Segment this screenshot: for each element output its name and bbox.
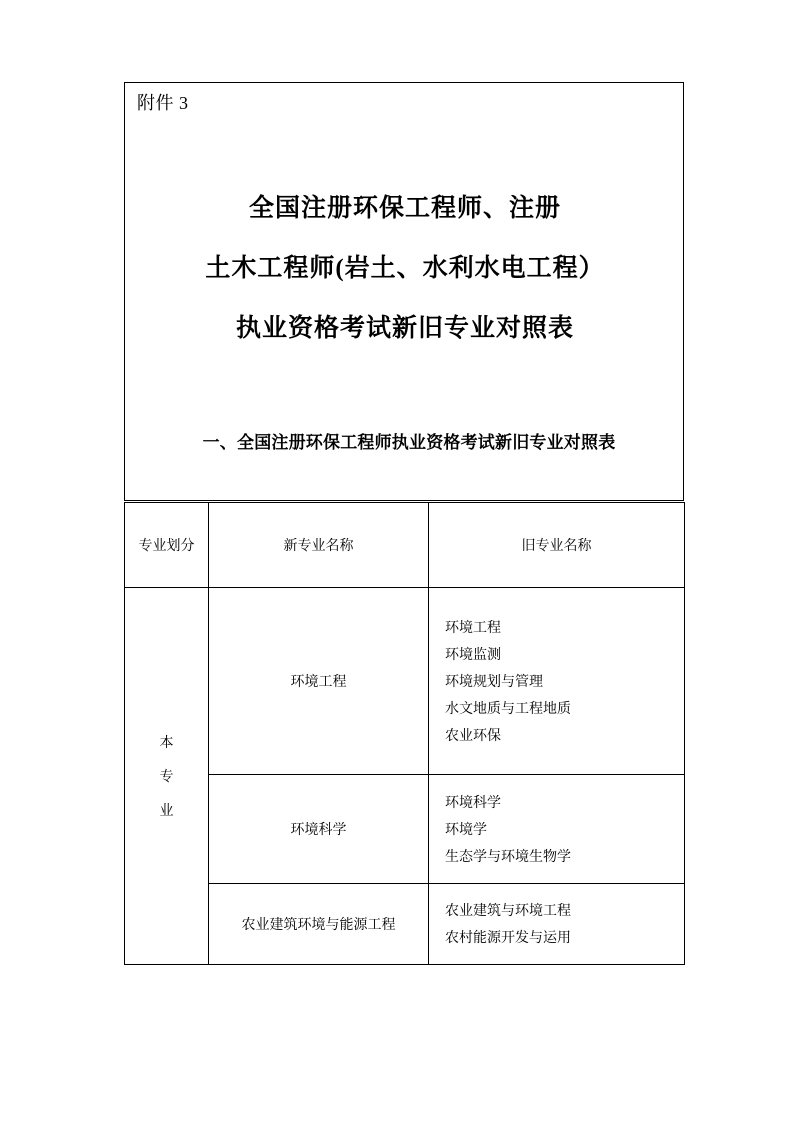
old-major-list xyxy=(429,887,684,961)
table-row xyxy=(125,588,685,775)
major-comparison-table xyxy=(124,502,685,965)
header-old-major: 旧专业名称 xyxy=(429,503,685,588)
attachment-label: 附件 3 xyxy=(137,93,189,113)
list-item: 农业环保 xyxy=(445,726,501,743)
list-item: 生态学与环境生物学 xyxy=(445,847,571,864)
section-heading: 一、全国注册环保工程师执业资格考试新旧专业对照表 xyxy=(202,433,616,452)
header-new-major: 新专业名称 xyxy=(209,503,429,588)
table-row xyxy=(125,775,685,884)
new-major-cell: 农业建筑环境与能源工程 xyxy=(209,884,429,965)
old-major-cell xyxy=(429,588,685,775)
list-item: 环境工程 xyxy=(445,618,501,635)
table-header-row xyxy=(125,503,685,588)
list-item: 水文地质与工程地质 xyxy=(445,699,571,716)
list-item: 农业建筑与环境工程 xyxy=(445,902,571,918)
document-title-line-2: 土木工程师(岩土、水利水电工程） xyxy=(205,255,605,282)
list-item: 环境学 xyxy=(445,820,487,837)
list-item: 环境规划与管理 xyxy=(445,672,543,689)
list-item: 环境科学 xyxy=(445,793,501,810)
list-item: 环境监测 xyxy=(445,645,501,662)
table-body xyxy=(125,588,685,965)
table-header xyxy=(125,503,685,588)
document-title-line-3: 执业资格考试新旧专业对照表 xyxy=(235,315,574,342)
old-major-list xyxy=(429,604,684,759)
table-row xyxy=(125,884,685,965)
old-major-cell xyxy=(429,775,685,884)
header-division: 专业划分 xyxy=(125,503,209,588)
list-item: 农村能源开发与运用 xyxy=(445,929,571,945)
document-title-line-1: 全国注册环保工程师、注册 xyxy=(248,195,561,222)
old-major-cell xyxy=(429,884,685,965)
old-major-list xyxy=(429,779,684,880)
new-major-cell: 环境工程 xyxy=(209,588,429,775)
new-major-cell: 环境科学 xyxy=(209,775,429,884)
header-frame xyxy=(124,82,684,501)
division-label: 本专业 xyxy=(159,734,175,818)
division-cell xyxy=(125,588,209,965)
